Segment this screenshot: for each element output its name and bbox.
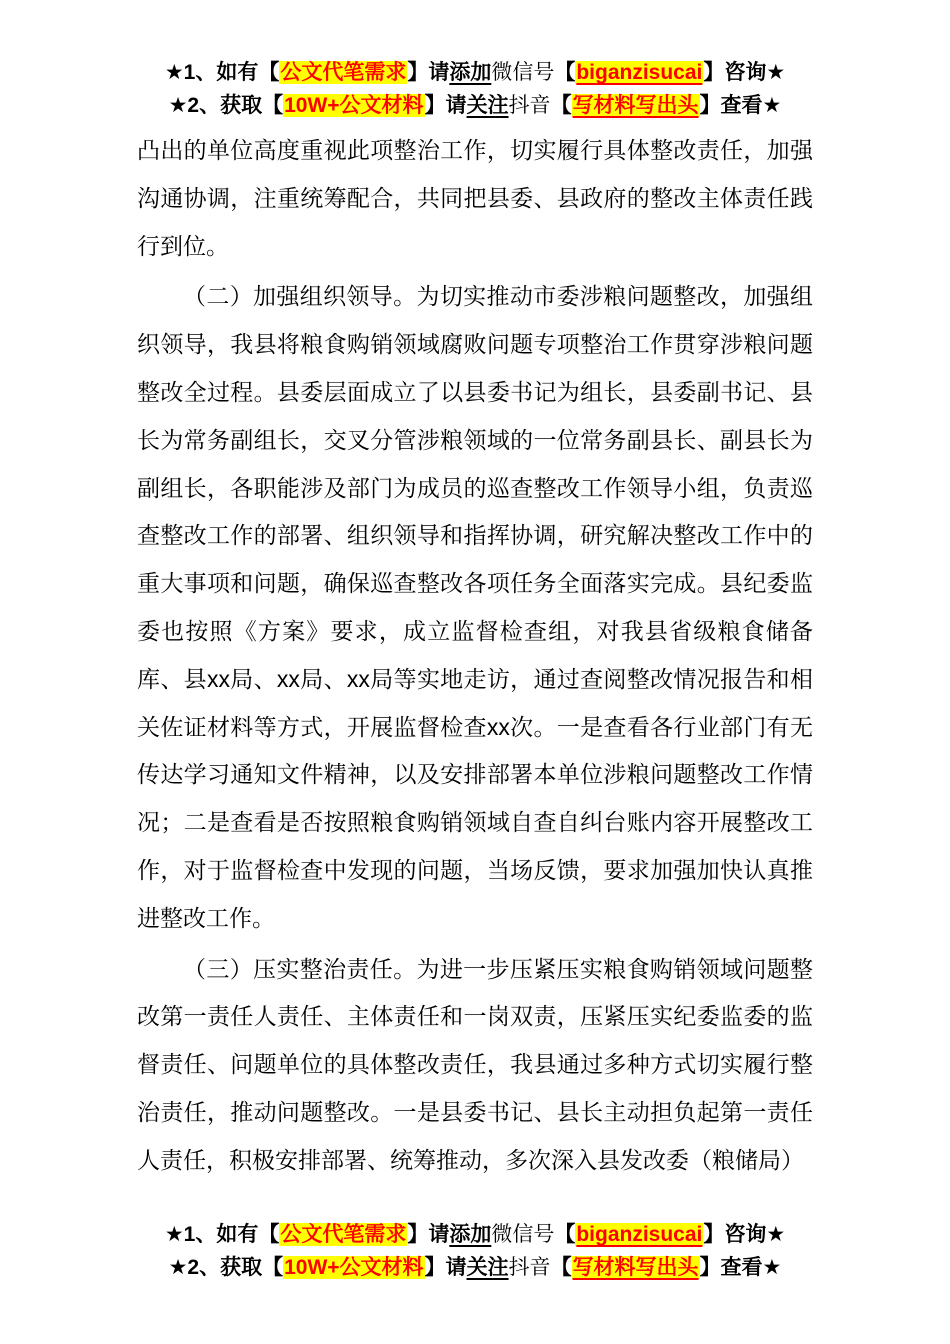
banner-bracket-text: 】请 <box>424 1256 467 1279</box>
banner-suffix: 】咨询★ <box>703 1223 786 1246</box>
paragraph-text: 为切实推动市委涉粮问题整改，加强组织领导，我县将粮食购销领域腐败问题专项整治工作贯穿涉粮问题整改全过程。县委层面成立了以县委书记为组长，县委副书记、县长为常务副组长，交叉分管涉粮领域的一位常务副县长、副县长为副组长，各职能涉及部门为成员的巡查整改工作领导小组，负责巡查整改工作的部署、组织领导和指挥协调，研究解决整改工作中的重大事项和问题，确保巡查整改各项任务全面落实完成。县纪委监委也按照《方案》要求，成立监督检查组，对我县省级粮食储备库、县xx局、xx局、xx局等实地走访，通过查阅整改情况报告和相关佐证材料等方式，开展监督检查xx次。一是查看各行业部门有无传达学习通知文件精神，以及安排部署本单位涉粮问题整改工作情况；二是查看是否按照粮食购销领域自查自纠台账内容开展整改工作，对于监督检查中发现的问题，当场反馈，要求加强加快认真推进整改工作。 <box>137 283 814 931</box>
promo-banner-bottom-line-2 <box>0 1251 950 1284</box>
paragraph-text: 凸出的单位高度重视此项整治工作，切实履行具体整改责任，加强沟通协调，注重统筹配合，共同把县委、县政府的整改主体责任践行到位。 <box>137 137 813 259</box>
banner-open-bracket: 【 <box>554 61 576 84</box>
paragraph-section-2 <box>137 273 813 942</box>
banner-platform-label: 抖音 <box>508 1256 551 1279</box>
banner-prefix: ★2、获取【 <box>168 94 284 117</box>
promo-banner-top-line-2 <box>0 89 950 122</box>
banner-highlight-materials: 10W+公文材料 <box>284 1256 424 1279</box>
banner-open-bracket: 【 <box>550 94 572 117</box>
banner-bracket-text: 】请 <box>407 61 450 84</box>
paragraph-section-3 <box>137 946 813 1185</box>
banner-platform-label: 抖音 <box>508 94 551 117</box>
banner-bracket-text: 】请 <box>424 94 467 117</box>
banner-suffix: 】咨询★ <box>703 61 786 84</box>
banner-prefix: ★1、如有【 <box>164 61 280 84</box>
banner-underlined-action: 添加 <box>449 1223 492 1246</box>
banner-prefix: ★1、如有【 <box>164 1223 280 1246</box>
banner-underlined-action: 添加 <box>449 61 492 84</box>
banner-highlight-materials: 10W+公文材料 <box>284 94 424 117</box>
banner-highlight-wechat-id: biganzisucai <box>576 61 703 84</box>
banner-highlight-service: 公文代笔需求 <box>280 61 407 84</box>
banner-bracket-text: 】请 <box>407 1223 450 1246</box>
banner-highlight-douyin-id: 写材料写出头 <box>572 1256 699 1279</box>
promo-banner-top <box>0 0 950 122</box>
banner-open-bracket: 【 <box>554 1223 576 1246</box>
banner-platform-label: 微信号 <box>491 61 555 84</box>
document-text <box>0 122 950 1188</box>
promo-banner-top-line-1 <box>0 56 950 89</box>
banner-prefix: ★2、获取【 <box>168 1256 284 1279</box>
banner-highlight-wechat-id: biganzisucai <box>576 1223 703 1246</box>
paragraph-lead: （三）压实整治责任。 <box>183 955 417 982</box>
promo-banner-bottom <box>0 1218 950 1344</box>
banner-platform-label: 微信号 <box>491 1223 555 1246</box>
paragraph-text: 为进一步压紧压实粮食购销领域问题整改第一责任人责任、主体责任和一岗双责，压紧压实纪委监委的监督责任、问题单位的具体整改责任，我县通过多种方式切实履行整治责任，推动问题整改。一是县委书记、县长主动担负起第一责任人责任，积极安排部署、统筹推动，多次深入县发改委（粮储局） <box>137 955 814 1173</box>
banner-highlight-douyin-id: 写材料写出头 <box>572 94 699 117</box>
banner-underlined-action: 关注 <box>466 1256 509 1279</box>
paragraph-continuation <box>137 127 813 270</box>
banner-highlight-service: 公文代笔需求 <box>280 1223 407 1246</box>
banner-suffix: 】查看★ <box>699 1256 782 1279</box>
banner-underlined-action: 关注 <box>466 94 509 117</box>
promo-banner-bottom-line-1 <box>0 1218 950 1251</box>
banner-open-bracket: 【 <box>550 1256 572 1279</box>
paragraph-lead: （二）加强组织领导。 <box>183 283 417 310</box>
banner-suffix: 】查看★ <box>699 94 782 117</box>
